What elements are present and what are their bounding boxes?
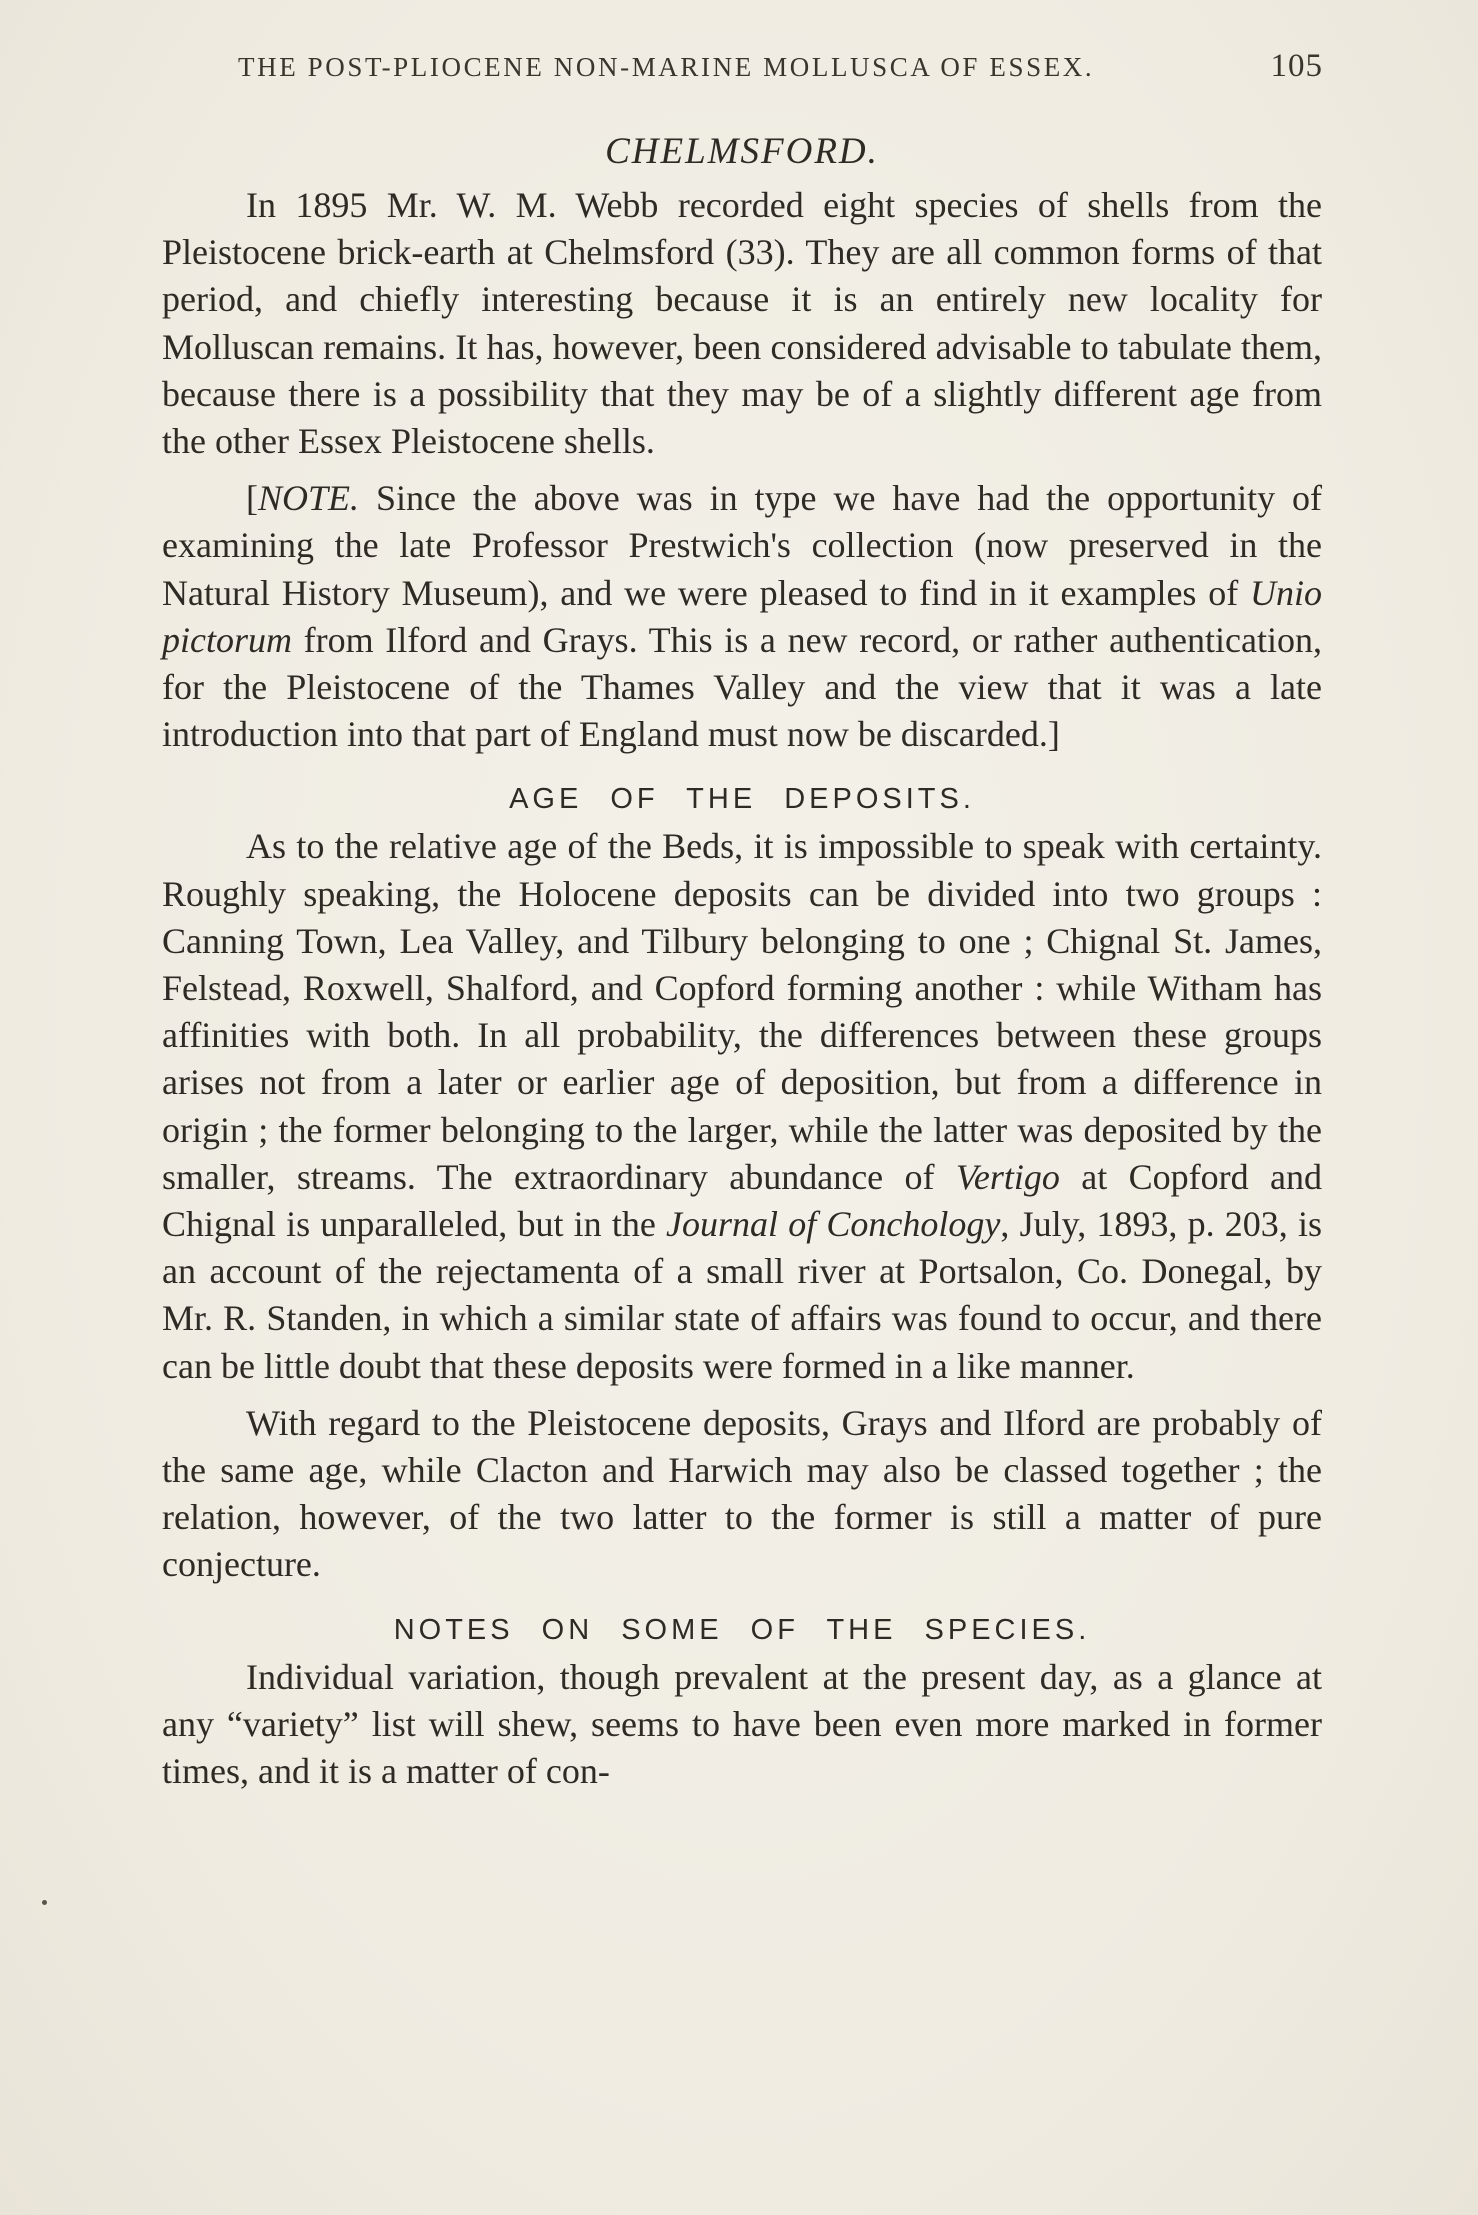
- paragraph-spacer: [162, 465, 1322, 475]
- age-text-c: , July, 1893, p. 203, is an account of the rejectamenta of a small river at Portsalon, Co. Donegal, by Mr. R. Standen, in which a similar state of affairs was found to occur, and there can be little doubt that these deposits were formed in a like manner.: [162, 1204, 1322, 1386]
- age-paragraph-1: [162, 823, 1322, 1389]
- heading-spacer: [162, 758, 1322, 776]
- note-label: NOTE.: [258, 478, 360, 519]
- notes-on-species-heading: NOTES ON SOME OF THE SPECIES.: [393, 1613, 1091, 1646]
- note-paragraph: [162, 475, 1322, 758]
- genus-name: Vertigo: [955, 1156, 1060, 1197]
- note-text-b: from Ilford and Grays. This is a new record, or rather authentication, for the Pleistocene of the Thames Valley and the view that it was a late introduction into that part of England must now be discarded.]: [162, 619, 1322, 755]
- body-text: [162, 128, 1322, 1795]
- chelmsford-paragraph: In 1895 Mr. W. M. Webb recorded eight species of shells from the Pleistocene brick-earth at Chelmsford (33). They are all common forms of that period, and chiefly interesting because it is an entirely new locality for Molluscan remains. It has, however, been considered advisable to tabulate them, because there is a possibility that they may be of a slightly different age from the other Essex Pleistocene shells.: [162, 185, 1322, 462]
- chelmsford-title: CHELMSFORD.: [605, 131, 879, 172]
- notes-paragraph-1: Individual variation, though prevalent at the present day, as a glance at any “variety” list will shew, seems to have been even more marked in former times, and it is a matter of con-: [162, 1656, 1322, 1792]
- age-text-a: As to the relative age of the Beds, it is impossible to speak with certainty. Roughly speaking, the Holocene deposits can be divided into two groups : Canning Town, Lea Valley, and Tilbury belonging to one ; Chignal St. James, Felstead, Roxwell, Shalford, and Copford forming another : while Witham has affinities with both. In all probability, the differences between these groups arises not from a later or earlier age of deposition, but from a difference in origin ; the former belonging to the larger, while the latter was deposited by the smaller, streams. The extraordinary abundance of: [162, 826, 1322, 1197]
- species-name: Unio pictorum: [162, 572, 1322, 660]
- age-text-b: at Copford and Chignal is unparalleled, but in the: [162, 1156, 1322, 1245]
- paragraph-spacer: [162, 1390, 1322, 1400]
- age-paragraph-2: With regard to the Pleistocene deposits, Grays and Ilford are probably of the same age, while Clacton and Harwich may also be classed together ; the relation, however, of the two latter to the former is still a matter of pure conjecture.: [162, 1402, 1322, 1585]
- heading-spacer: [162, 1589, 1322, 1607]
- running-head-title: THE POST-PLIOCENE NON-MARINE MOLLUSCA OF ESSEX.: [238, 52, 1095, 82]
- running-head: [238, 48, 1323, 84]
- page-number: 105: [1270, 48, 1323, 84]
- note-bracket: [: [246, 478, 258, 519]
- print-speck: [42, 1900, 47, 1905]
- journal-title: Journal of Conchology: [666, 1204, 1001, 1245]
- age-of-deposits-heading: AGE OF THE DEPOSITS.: [509, 783, 975, 816]
- note-text-a: Since the above was in type we have had the opportunity of examining the late Professor Prestwich's collection (now preserved in the Natural History Museum), and we were pleased to find in it examples of: [162, 478, 1322, 613]
